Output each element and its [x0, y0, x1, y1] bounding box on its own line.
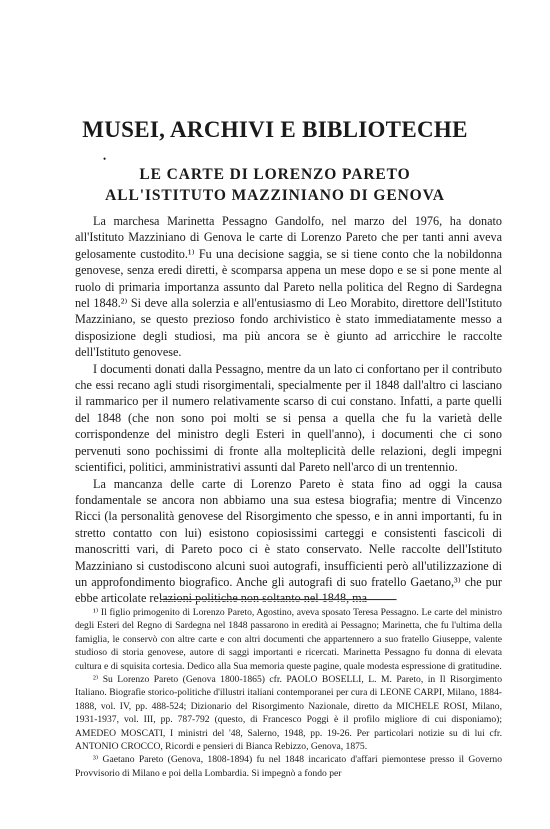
article-body: [75, 213, 502, 607]
section-title: MUSEI, ARCHIVI E BIBLIOTECHE: [82, 117, 468, 142]
footnotes: [75, 606, 502, 780]
body-paragraph-3: La mancanza delle carte di Lorenzo Pareto è stata fino ad oggi la causa fondamentale se ancora non abbiamo una sua estesa biografia; mentre di Vincenzo Ricci (la personalità genovese del Risorgimento che spesso, e in anni importanti, fu in stretto contatto con lui) esistono copiosissimi carteggi e consistenti fascicoli di manoscritti vari, di Pareto poco ci è stato conservato. Nelle raccolte dell'Istituto Mazziniano si custodiscono alcuni suoi autografi, insufficienti però all'utilizzazione di un approfondimento biografico. Anche gli autografi di suo fratello Gaetano,³⁾ che pur ebbe articolate relazioni politiche non soltanto nel 1848, ma: [75, 476, 502, 606]
footnote-2: ²⁾ Su Lorenzo Pareto (Genova 1800-1865) cfr. PAOLO BOSELLI, L. M. Pareto, in Il Risorgimento Italiano. Biografie storico-politiche d'illustri italiani contemporanei per cura di LEONE CARPI, Milano, 1884-1888, vol. IV, pp. 488-524; Dizionario del Risorgimento Nazionale, diretto da MICHELE ROSI, Milano, 1931-1937, vol. III, pp. 787-792 (questo, di Francesco Poggi è il profilo migliore di cui disponiamo); AMEDEO MOSCATI, I ministri del '48, Salerno, 1948, pp. 19-26. Per particolari notizie su di lui cfr. ANTONIO CROCCO, Ricordi e pensieri di Bianca Rebizzo, Genova, 1875.: [75, 674, 502, 753]
article-title-line-1: LE CARTE DI LORENZO PARETO: [139, 166, 411, 183]
stray-dot: •: [103, 154, 107, 164]
body-paragraph-1: La marchesa Marinetta Pessagno Gandolfo, nel marzo del 1976, ha donato all'Istituto Mazziniano di Genova le carte di Lorenzo Pareto che per tanti anni aveva gelosamente custodito.¹⁾ Fu una decisione saggia, se si tiene conto che la nobildonna genovese, senza eredi diretti, è scomparsa appena un mese dopo e se si pone mente al ruolo di primaria importanza assunto dal Pareto nella politica del Regno di Sardegna nel 1848.²⁾ Si deve alla solerzia e all'entusiasmo di Leo Morabito, direttore dell'Istituto Mazziniano, se questo prezioso fondo archivistico è stato immediatamente messo a disposizione degli studiosi, ma più ancora se è giunto ad arricchire le raccolte dell'Istituto genovese.: [75, 214, 502, 360]
body-paragraph-2: I documenti donati dalla Pessagno, mentre da un lato ci confortano per il contributo che essi recano agli studi risorgimentali, specialmente per il 1848 dall'altro ci lasciano il rammarico per il numero relativamente scarso di cui constano. Infatti, a parte quelli del 1848 (che non sono poi molti se si pensa a quella che fu la varietà delle corrispondenze del ministro degli Esteri in quell'anno), i documenti che ci sono pervenuti sono pochissimi di fronte alla molteplicità delle relazioni, degli impegni scientifici, politici, amministrativi assunti dal Pareto nell'arco di un trentennio.: [75, 361, 502, 475]
footnote-1: ¹⁾ Il figlio primogenito di Lorenzo Pareto, Agostino, aveva sposato Teresa Pessagno. Le carte del ministro degli Esteri del Regno di Sardegna nel 1848 passarono in eredità ai Pessagno; Marinetta, che fu l'ultima della famiglia, le conservò con altre carte e con altri documenti che appartennero a suo fratello Giuseppe, valente studioso di storia genovese, autore di saggi importanti e ricercati. Marinetta Pessagno fu donna di elevata cultura e di squisita cortesia. Dedico alla Sua memoria queste pagine, quale modesta espressione di gratitudine.: [75, 607, 502, 672]
footnote-3: ³⁾ Gaetano Pareto (Genova, 1808-1894) fu nel 1848 incaricato d'affari piemontese presso il Governo Provvisorio di Milano e poi della Lombardia. Si impegnò a fondo per: [75, 754, 502, 779]
footnote-separator: [160, 599, 397, 601]
article-title-line-2: ALL'ISTITUTO MAZZINIANO DI GENOVA: [105, 187, 445, 204]
